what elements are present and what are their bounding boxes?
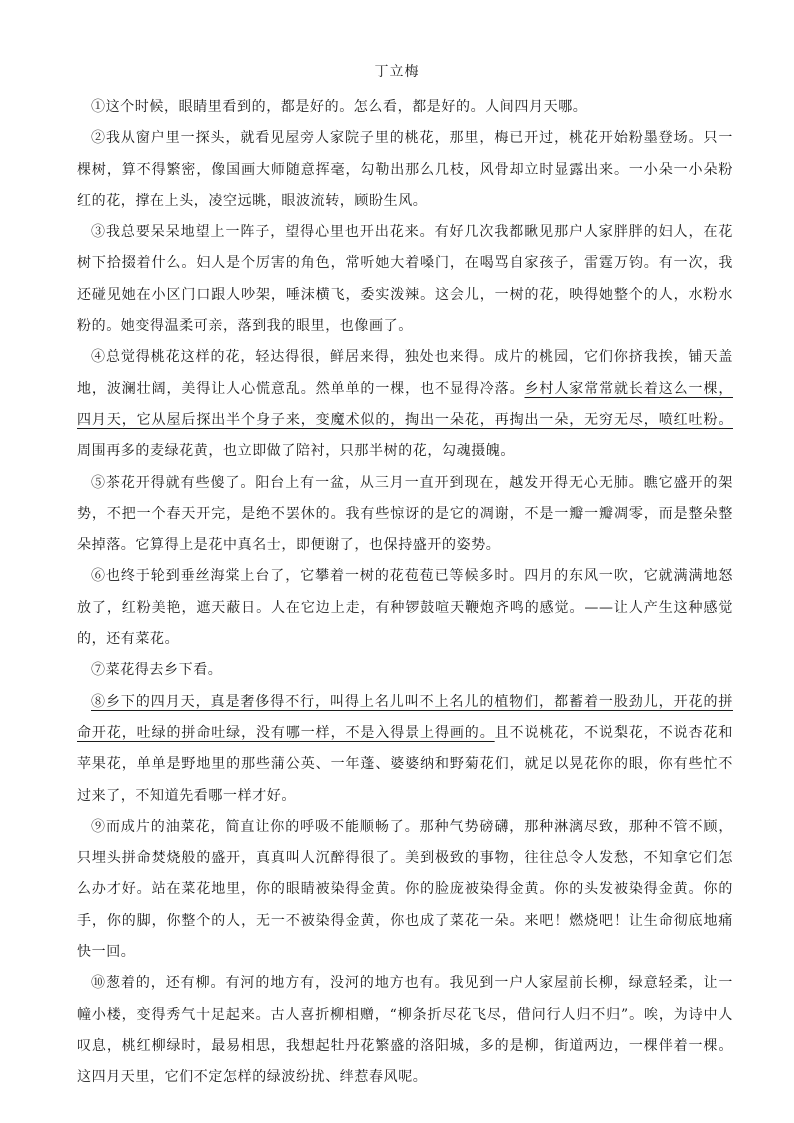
paragraph-text: 周围再多的麦绿花黄，也立即做了陪衬，只那半树的花，勾魂摄魄。 [77, 443, 515, 460]
paragraph-4 [77, 342, 733, 467]
paragraph-text: ③我总要呆呆地望上一阵子，望得心里也开出花来。有好几次我都瞅见那户人家胖胖的妇人，在花树下拾掇着什么。妇人是个厉害的角色，常听她大着嗓门，在喝骂自家孩子，雷霆万钧。有一次，我还碰见她在小区门口跟人吵架，唾沫横飞，委实泼辣。这会儿，一树的花，映得她整个的人，水粉水粉的。她变得温柔可亲，落到我的眼里，也像画了。 [77, 224, 733, 335]
paragraph-text: ②我从窗户里一探头，就看见屋旁人家院子里的桃花，那里，梅已开过，桃花开始粉墨登场。只一棵树，算不得繁密，像国画大师随意挥毫，勾勒出那么几枝，风骨却立时显露出来。一小朵一小朵粉红的花，撑在上头，凌空远眺，眼波流转，顾盼生风。 [77, 130, 733, 209]
paragraph-6 [77, 561, 733, 655]
paragraph-text: ⑩葱着的，还有柳。有河的地方有，没河的地方也有。我见到一户人家屋前长柳，绿意轻柔，让一幢小楼，变得秀气十足起来。古人喜折柳相赠，“柳条折尽花飞尽，借问行人归不归”。唉，为诗中人叹息，桃红柳绿时，最易相思，我想起牡丹花繁盛的洛阳城，多的是柳，街道两边，一棵伴着一棵。这四月天里，它们不定怎样的绿波纷扰、绊惹春风呢。 [77, 975, 733, 1086]
paragraph-5 [77, 468, 733, 562]
author-name: 丁立梅 [374, 64, 420, 80]
paragraph-7 [77, 655, 733, 686]
paragraph-text: ⑥也终于轮到垂丝海棠上台了，它攀着一树的花苞苞已等候多时。四月的东风一吹，它就满满地怒放了，红粉美艳，遮天蔽日。人在它边上走，有种锣鼓喧天鞭炮齐鸣的感觉。——让人产生这种感觉的，还有菜花。 [77, 568, 733, 648]
underlined-sentence: 乡村人家常常就长着这么一棵，四月天，它从屋后探出半个身子来，变魔术似的，掏出一朵花，再掏出一朵，无穷无尽，喷红吐粉。 [77, 380, 733, 428]
paragraph-text: ⑨而成片的油菜花，简直让你的呼吸不能顺畅了。那种气势磅礴，那种淋漓尽致，那种不管不顾，只埋头拼命焚烧般的盛开，真真叫人沉醉得很了。美到极致的事物，往往总令人发愁，不知拿它们怎么办才好。站在菜花地里，你的眼睛被染得金黄。你的脸庞被染得金黄。你的头发被染得金黄。你的手，你的脚，你整个的人，无一不被染得金黄，你也成了菜花一朵。来吧！燃烧吧！让生命彻底地痛快一回。 [77, 818, 733, 961]
paragraph-8 [77, 687, 733, 812]
article-body [77, 92, 733, 1094]
paragraph-text: ①这个时候，眼睛里看到的，都是好的。怎么看，都是好的。人间四月天哪。 [91, 99, 588, 115]
paragraph-9 [77, 812, 733, 968]
underlined-sentence: ⑧乡下的四月天，真是奢侈得不行，叫得上名儿叫不上名儿的植物们，都蓄着一股劲儿，开花的拼命开花，吐绿的拼命吐绿，没有哪一样，不是入得景上得画的。 [77, 693, 733, 741]
paragraph-10 [77, 968, 733, 1093]
paragraph-text: 且不说桃花，不说梨花，不说杏花和苹果花，单单是野地里的那些蒲公英、一年蓬、婆婆纳和野菊花们，就足以晃花你的眼，你有些忙不过来了，不知道先看哪一样才好。 [77, 724, 733, 804]
paragraph-text: ④总觉得桃花这样的花，轻达得很，鲜居来得，独处也来得。成片的桃园，它们你挤我挨，铺天盖地，波澜壮阔，美得让人心慌意乱。然单单的一棵，也不显得冷落。 [77, 349, 733, 397]
paragraph-text: ⑦菜花得去乡下看。 [91, 662, 223, 679]
paragraph-1 [77, 92, 733, 123]
paragraph-text: ⑤茶花开得就有些傻了。阳台上有一盆，从三月一直开到现在，越发开得无心无肺。瞧它盛开的架势，不把一个春天开完，是绝不罢休的。我有些惊讶的是它的凋谢，不是一瓣一瓣凋零，而是整朵整朵掉落。它算得上是花中真名士，即便谢了，也保持盛开的姿势。 [77, 474, 733, 554]
paragraph-2 [77, 123, 733, 217]
paragraph-3 [77, 217, 733, 342]
